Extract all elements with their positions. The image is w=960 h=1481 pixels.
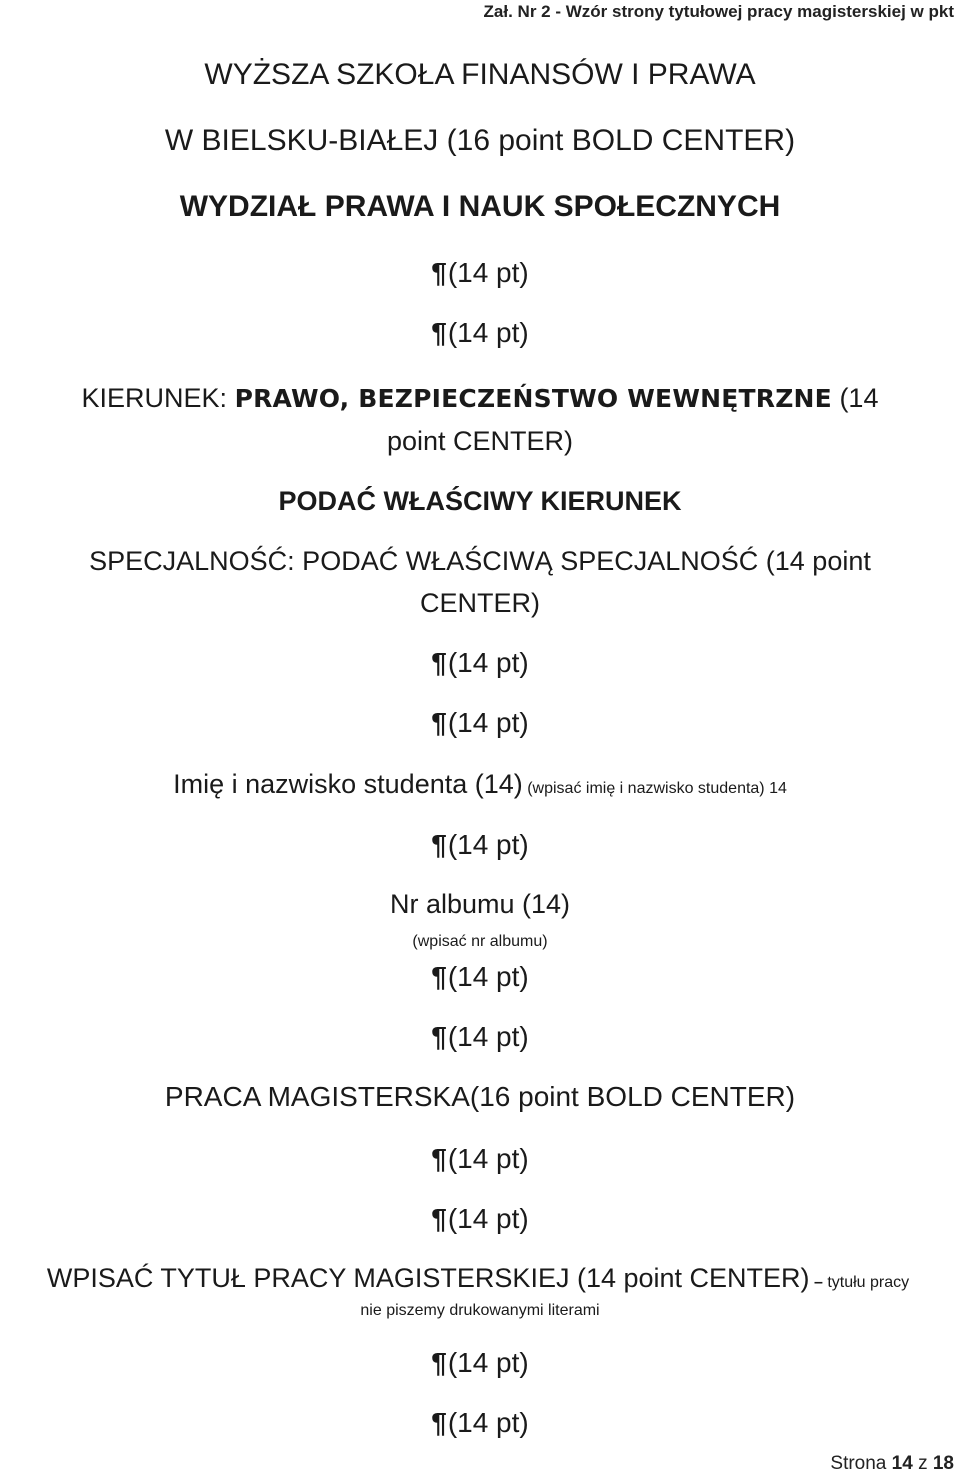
university-name-line2: W BIELSKU-BIAŁEJ (16 point BOLD CENTER)	[164, 124, 796, 157]
spacer-line	[0, 1143, 960, 1175]
pilcrow-icon: ¶	[431, 1347, 447, 1378]
pilcrow-icon: ¶	[431, 1203, 447, 1234]
page-footer	[830, 1453, 954, 1475]
thesis-title-main: WPISAĆ TYTUŁ PRACY MAGISTERSKIEJ (14 point CENTER)	[46, 1263, 810, 1293]
spacer-text: (14 pt)	[447, 257, 529, 288]
major-prefix: KIERUNEK:	[81, 383, 235, 413]
thesis-title-note-line2: nie piszemy drukowanymi literami	[360, 1302, 600, 1319]
thesis-type: PRACA MAGISTERSKA(16 point BOLD CENTER)	[164, 1081, 796, 1112]
spacer-line	[0, 647, 960, 679]
album-number-note: (wpisać nr albumu)	[412, 933, 548, 950]
spacer-line	[0, 317, 960, 349]
student-name-label: Imię i nazwisko studenta (14)	[173, 769, 523, 799]
footer-separator: z	[912, 1453, 933, 1474]
spacer-text: (14 pt)	[447, 1203, 529, 1234]
spacer-text: (14 pt)	[447, 707, 529, 738]
spacer-line	[0, 1021, 960, 1053]
spacer-text: (14 pt)	[447, 647, 529, 678]
spacer-text: (14 pt)	[447, 1347, 529, 1378]
spacer-text: (14 pt)	[447, 1021, 529, 1052]
spacer-line	[0, 1203, 960, 1235]
header-note: Zał. Nr 2 - Wzór strony tytułowej pracy magisterskiej w pkt	[483, 2, 954, 21]
major-line	[0, 383, 960, 414]
specialty-line1: SPECJALNOŚĆ: PODAĆ WŁAŚCIWĄ SPECJALNOŚĆ (14 point	[89, 546, 871, 576]
university-name-line1: WYŻSZA SZKOŁA FINANSÓW I PRAWA	[204, 58, 756, 91]
footer-label: Strona	[830, 1453, 892, 1474]
spacer-line	[0, 1407, 960, 1439]
pilcrow-icon: ¶	[431, 1143, 447, 1174]
spacer-text: (14 pt)	[447, 829, 529, 860]
major-line2: point CENTER)	[386, 426, 574, 456]
student-name-note: (wpisać imię i nazwisko studenta) 14	[522, 780, 787, 797]
faculty-name: WYDZIAŁ PRAWA I NAUK SPOŁECZNYCH	[179, 190, 781, 223]
footer-total-pages: 18	[932, 1453, 954, 1474]
specialty-line2: CENTER)	[420, 588, 540, 618]
spacer-text: (14 pt)	[447, 1407, 529, 1438]
footer-page-number: 14	[891, 1453, 913, 1474]
spacer-line	[0, 1347, 960, 1379]
title-note-dash: –	[809, 1274, 828, 1291]
spacer-line	[0, 829, 960, 861]
major-value: PRAWO, BEZPIECZEŃSTWO WEWNĘTRZNE	[234, 384, 832, 413]
title-note: tytułu pracy	[827, 1274, 910, 1291]
spacer-line	[0, 257, 960, 289]
album-number-label: Nr albumu (14)	[389, 889, 571, 919]
pilcrow-icon: ¶	[431, 707, 447, 738]
pilcrow-icon: ¶	[431, 961, 447, 992]
pilcrow-icon: ¶	[431, 829, 447, 860]
pilcrow-icon: ¶	[431, 317, 447, 348]
pilcrow-icon: ¶	[431, 1407, 447, 1438]
pilcrow-icon: ¶	[431, 1021, 447, 1052]
major-instruction: PODAĆ WŁAŚCIWY KIERUNEK	[278, 486, 682, 516]
spacer-text: (14 pt)	[447, 1143, 529, 1174]
pilcrow-icon: ¶	[431, 257, 447, 288]
spacer-line	[0, 707, 960, 739]
pilcrow-icon: ¶	[431, 647, 447, 678]
major-suffix: (14	[831, 383, 879, 413]
student-name-line	[0, 769, 960, 800]
spacer-line	[0, 961, 960, 993]
thesis-title-instruction	[0, 1263, 958, 1294]
spacer-text: (14 pt)	[447, 317, 529, 348]
spacer-text: (14 pt)	[447, 961, 529, 992]
